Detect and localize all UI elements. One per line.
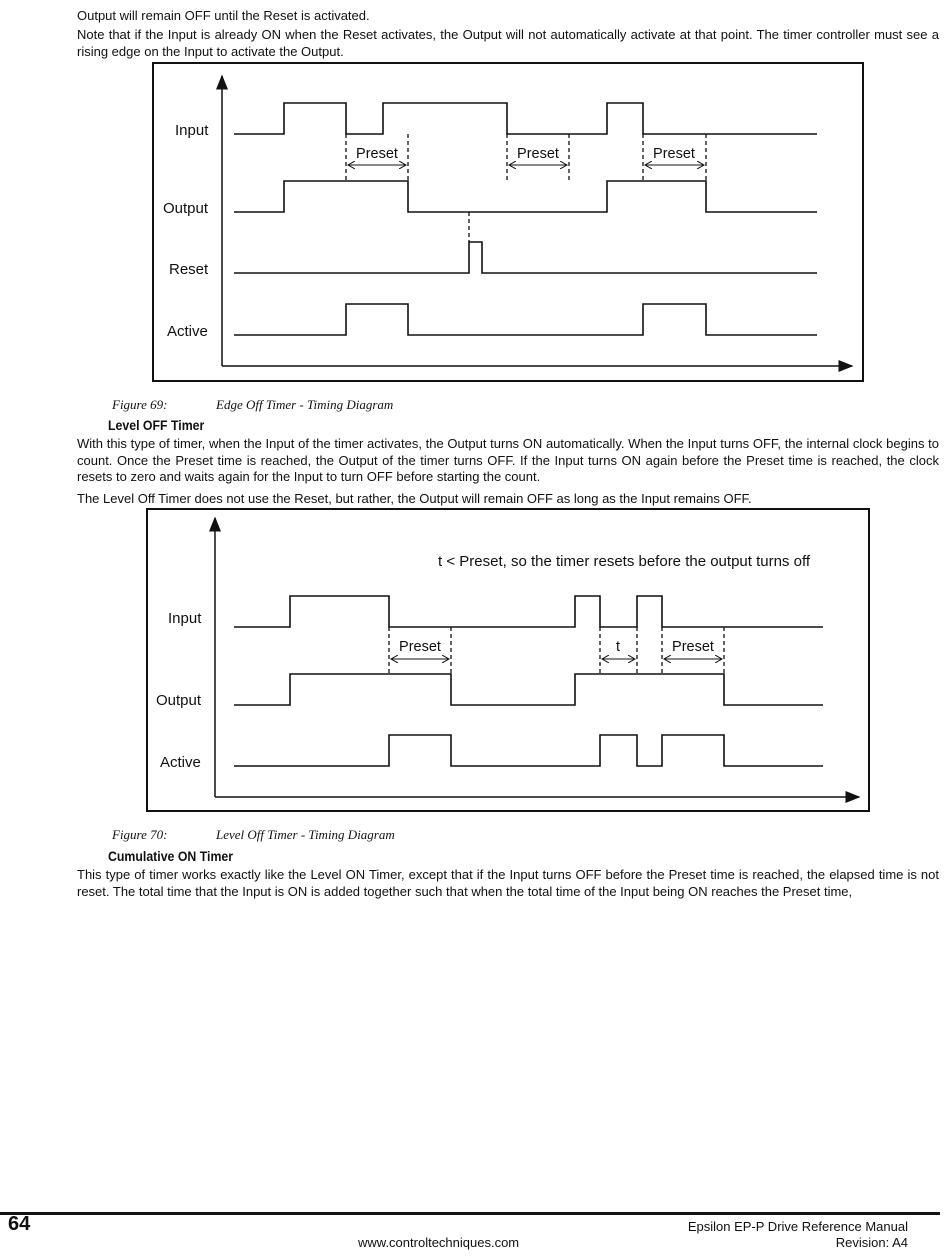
- signal-label-output: Output: [163, 200, 209, 217]
- figure-70-timing-diagram: [146, 508, 871, 813]
- figure-frame: [153, 63, 863, 381]
- body-text-reset-note: Output will remain OFF until the Reset is activated.: [77, 8, 370, 23]
- body-paragraph-rising-edge: Note that if the Input is already ON when the Reset activates, the Output will not automatically activate at that point. The timer controller must see a rising edge on the Input to activate the Output.: [77, 27, 939, 59]
- timer-note: t < Preset, so the timer resets before the output turns off: [438, 553, 811, 570]
- signal-label-input: Input: [175, 122, 209, 139]
- body-paragraph-level-off: With this type of timer, when the Input of the timer activates, the Output turns ON automatically. When the Input turns OFF, the internal clock begins to count. Once the Preset time is reached, the Output of the timer turns OFF. If the Input turns ON again before the Preset time is reached, the clock resets to zero and waits again for the Input to turn OFF before starting the count.: [77, 436, 939, 484]
- signal-label-input: Input: [168, 610, 202, 627]
- signal-label-reset: Reset: [169, 261, 209, 278]
- figure-69-number: Figure 69:: [112, 397, 168, 412]
- body-paragraph-cumulative: This type of timer works exactly like the Level ON Timer, except that if the Input turns OFF before the Preset time is reached, the elapsed time is not reset. The total time that the Input is ON is added together such that when the total time of the Input being ON reaches the Preset time,: [77, 867, 939, 899]
- signal-label-active: Active: [160, 754, 201, 771]
- body-paragraph-level-off-reset: The Level Off Timer does not use the Reset, but rather, the Output will remain OFF as long as the Input remains OFF.: [77, 491, 752, 506]
- heading-cumulative-on-timer: Cumulative ON Timer: [108, 848, 234, 864]
- heading-level-off-timer: Level OFF Timer: [108, 417, 205, 433]
- preset-label-1: Preset: [356, 146, 398, 162]
- signal-label-active: Active: [167, 323, 208, 340]
- footer-website-link[interactable]: www.controltechniques.com: [358, 1235, 520, 1250]
- page-number: 64: [8, 1213, 31, 1235]
- figure-69-caption: Edge Off Timer - Timing Diagram: [216, 397, 394, 412]
- preset-label-2: Preset: [517, 146, 559, 162]
- figure-70-number: Figure 70:: [112, 827, 168, 842]
- preset-label-1: Preset: [399, 639, 441, 655]
- preset-label-3: Preset: [653, 146, 695, 162]
- revision-label: Revision: A4: [835, 1235, 908, 1250]
- footer-rule: [0, 1212, 940, 1215]
- manual-title: Epsilon EP-P Drive Reference Manual: [687, 1219, 908, 1234]
- figure-70-caption: Level Off Timer - Timing Diagram: [216, 827, 395, 842]
- signal-label-output: Output: [156, 692, 202, 709]
- figure-69-timing-diagram: [152, 62, 865, 383]
- t-label: t: [615, 639, 621, 655]
- preset-label-2: Preset: [672, 639, 714, 655]
